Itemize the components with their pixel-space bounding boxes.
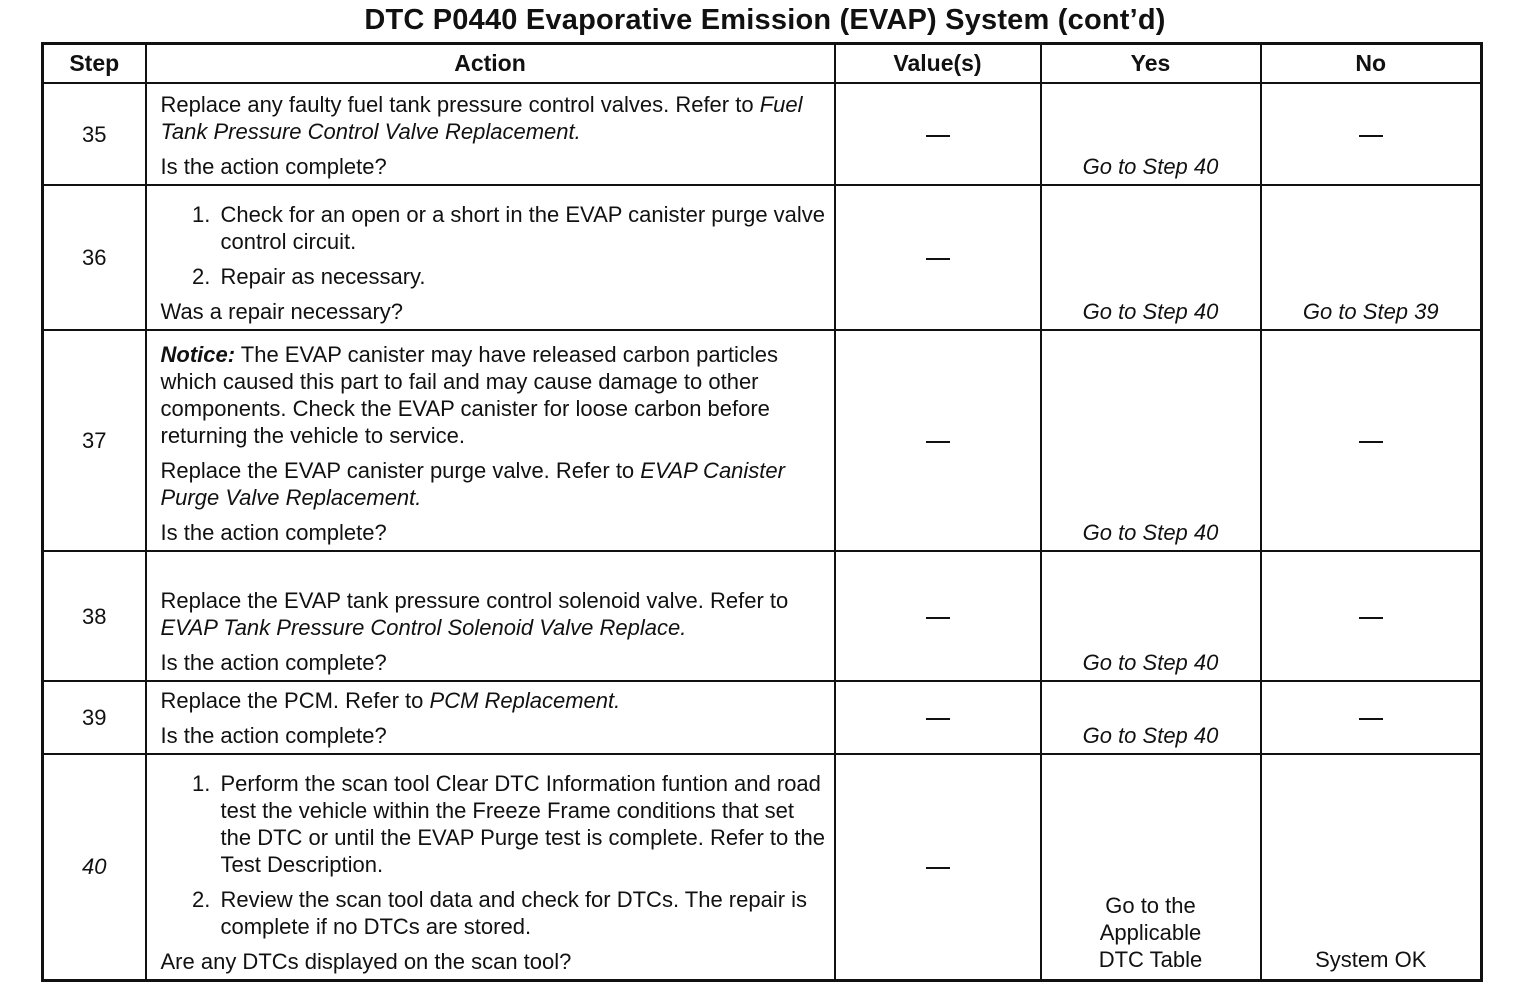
action-list [161, 770, 826, 940]
yes-cell: Go to Step 40 [1041, 185, 1261, 330]
reference-link: Fuel Tank Pressure Control Valve Replacement. [160, 92, 803, 144]
header-values: Value(s) [835, 44, 1041, 84]
dash-icon [926, 441, 950, 443]
no-cell [1261, 551, 1482, 681]
yes-line: DTC Table [1098, 946, 1203, 972]
action-text [161, 457, 826, 511]
no-cell [1261, 330, 1482, 551]
action-question: Is the action complete? [160, 650, 387, 675]
action-cell [146, 754, 835, 980]
action-cell [146, 681, 835, 754]
action-question: Was a repair necessary? [160, 299, 404, 324]
no-cell: Go to Step 39 [1261, 185, 1482, 330]
dash-icon [926, 617, 950, 619]
action-question: Are any DTCs displayed on the scan tool? [160, 948, 572, 974]
value-cell [835, 754, 1041, 980]
table-row [43, 681, 1482, 754]
step-number: 39 [43, 681, 146, 754]
action-text [161, 587, 826, 641]
notice-label: Notice: [160, 342, 236, 367]
action-question: Is the action complete? [160, 723, 387, 748]
action-list-item: 2. Review the scan tool data and check for DTCs. The repair is complete if no DTCs are stored. [217, 886, 826, 940]
dash-icon [926, 135, 950, 137]
no-cell: System OK [1261, 754, 1482, 980]
header-step: Step [43, 44, 146, 84]
action-text [161, 687, 826, 714]
dash-icon [1359, 718, 1383, 720]
action-instruction: Replace any faulty fuel tank pressure control valves. Refer to [160, 92, 760, 117]
action-list-item: 1. Check for an open or a short in the EVAP canister purge valve control circuit. [217, 201, 826, 255]
table-row [43, 83, 1482, 185]
header-action: Action [146, 44, 835, 84]
header-no: No [1261, 44, 1482, 84]
yes-cell: Go to Step 40 [1041, 681, 1261, 754]
step-number: 37 [43, 330, 146, 551]
value-cell [835, 681, 1041, 754]
value-cell [835, 185, 1041, 330]
reference-link: EVAP Tank Pressure Control Solenoid Valve Replace. [160, 615, 687, 640]
reference-link: EVAP Canister Purge Valve Replacement. [160, 458, 785, 510]
dash-icon [1359, 135, 1383, 137]
no-cell [1261, 681, 1482, 754]
page-title: DTC P0440 Evaporative Emission (EVAP) System (cont’d) [364, 4, 1166, 36]
action-question: Is the action complete? [160, 154, 387, 179]
dash-icon [1359, 441, 1383, 443]
notice-body: The EVAP canister may have released carbon particles which caused this part to fail and may cause damage to other components. Check the EVAP canister for loose carbon before returning the vehicle to service. [160, 342, 779, 448]
notice-text [161, 341, 826, 449]
yes-cell [1041, 754, 1261, 980]
yes-line: Applicable [1099, 919, 1202, 945]
action-instruction: Replace the EVAP tank pressure control solenoid valve. Refer to [160, 588, 789, 613]
reference-link: PCM Replacement. [429, 688, 621, 713]
header-yes: Yes [1041, 44, 1261, 84]
value-cell [835, 83, 1041, 185]
step-number: 36 [43, 185, 146, 330]
action-instruction: Replace the PCM. Refer to [160, 688, 430, 713]
action-text [161, 91, 826, 145]
action-question: Is the action complete? [160, 520, 387, 545]
action-list-item: 2. Repair as necessary. [217, 263, 826, 290]
yes-line: Go to the [1105, 892, 1196, 918]
step-number: 40 [43, 754, 146, 980]
dash-icon [1359, 617, 1383, 619]
action-cell [146, 83, 835, 185]
action-cell [146, 551, 835, 681]
table-row [43, 185, 1482, 330]
action-instruction: Replace the EVAP canister purge valve. Refer to [160, 458, 641, 483]
yes-cell: Go to Step 40 [1041, 330, 1261, 551]
value-cell [835, 330, 1041, 551]
action-list-item: 1. Perform the scan tool Clear DTC Information funtion and road test the vehicle within the Freeze Frame conditions that set the DTC or until the EVAP Purge test is complete. Refer to the Test Description. [217, 770, 826, 878]
no-cell [1261, 83, 1482, 185]
dtc-table [41, 42, 1483, 982]
table-row [43, 754, 1482, 980]
step-number: 35 [43, 83, 146, 185]
value-cell [835, 551, 1041, 681]
action-list [161, 201, 826, 290]
dash-icon [926, 718, 950, 720]
action-cell [146, 330, 835, 551]
header-row [43, 44, 1482, 84]
action-cell [146, 185, 835, 330]
dash-icon [926, 867, 950, 869]
table-row [43, 551, 1482, 681]
yes-cell: Go to Step 40 [1041, 551, 1261, 681]
yes-cell: Go to Step 40 [1041, 83, 1261, 185]
dash-icon [926, 258, 950, 260]
step-number: 38 [43, 551, 146, 681]
table-row [43, 330, 1482, 551]
